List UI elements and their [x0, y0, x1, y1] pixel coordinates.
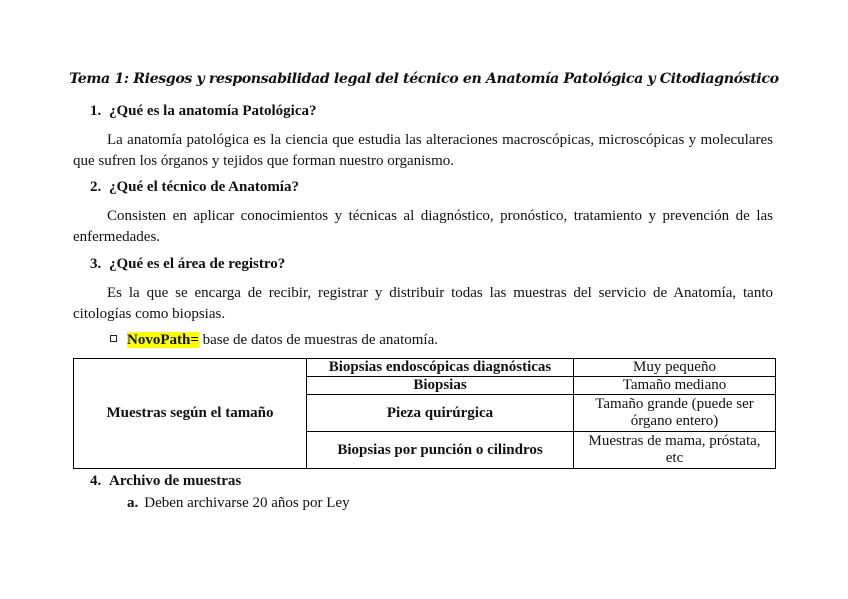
novopath-bullet — [110, 332, 438, 349]
table-row-header: Muestras según el tamaño — [74, 359, 307, 469]
subitem-letter: a. — [127, 495, 139, 511]
document-title: Tema 1: Riesgos y responsabilidad legal del técnico en Anatomía Patológica y Citodiagnóstico — [69, 71, 779, 87]
section-1-number: 1. — [90, 103, 102, 119]
section-2-heading — [90, 179, 299, 196]
section-2-paragraph — [73, 206, 773, 248]
section-1-paragraph — [73, 130, 773, 172]
section-2-body: Consisten en aplicar conocimientos y técnicas al diagnóstico, pronóstico, tratamiento y prevención de las enfermedades. — [73, 208, 773, 245]
table-cell-type: Biopsias endoscópicas diagnósticas — [307, 359, 574, 377]
table-cell-type: Pieza quirúrgica — [307, 395, 574, 432]
section-2-title: ¿Qué el técnico de Anatomía? — [109, 179, 299, 195]
section-2-number: 2. — [90, 179, 102, 195]
samples-table — [73, 358, 776, 469]
section-4-title: Archivo de muestras — [109, 473, 242, 489]
table-cell-type: Biopsias — [307, 377, 574, 395]
section-4-number: 4. — [90, 473, 102, 489]
table-cell-type: Biopsias por punción o cilindros — [307, 432, 574, 469]
table-cell-size: Tamaño mediano — [574, 377, 776, 395]
archive-subitem — [127, 495, 350, 512]
table-cell-size: Muestras de mama, próstata, etc — [574, 432, 776, 469]
section-3-body: Es la que se encarga de recibir, registrar y distribuir todas las muestras del servicio de Anatomía, tanto citologías como biopsias. — [73, 285, 773, 322]
novopath-highlight: NovoPath= — [127, 332, 199, 348]
square-bullet-icon — [110, 335, 117, 342]
section-4-heading — [90, 473, 241, 490]
subitem-text: Deben archivarse 20 años por Ley — [144, 495, 350, 511]
section-3-title: ¿Qué es el área de registro? — [109, 256, 286, 272]
section-1-title: ¿Qué es la anatomía Patológica? — [109, 103, 317, 119]
section-1-body: La anatomía patológica es la ciencia que estudia las alteraciones macroscópicas, microscópicas y moleculares que sufren los órganos y tejidos que forman nuestro organismo. — [73, 132, 773, 169]
section-3-paragraph — [73, 283, 773, 325]
table-cell-size: Tamaño grande (puede ser órgano entero) — [574, 395, 776, 432]
novopath-text: base de datos de muestras de anatomía. — [198, 332, 438, 348]
table-row — [74, 359, 776, 377]
table-cell-size: Muy pequeño — [574, 359, 776, 377]
section-1-heading — [90, 103, 316, 120]
section-3-heading — [90, 256, 285, 273]
section-3-number: 3. — [90, 256, 102, 272]
